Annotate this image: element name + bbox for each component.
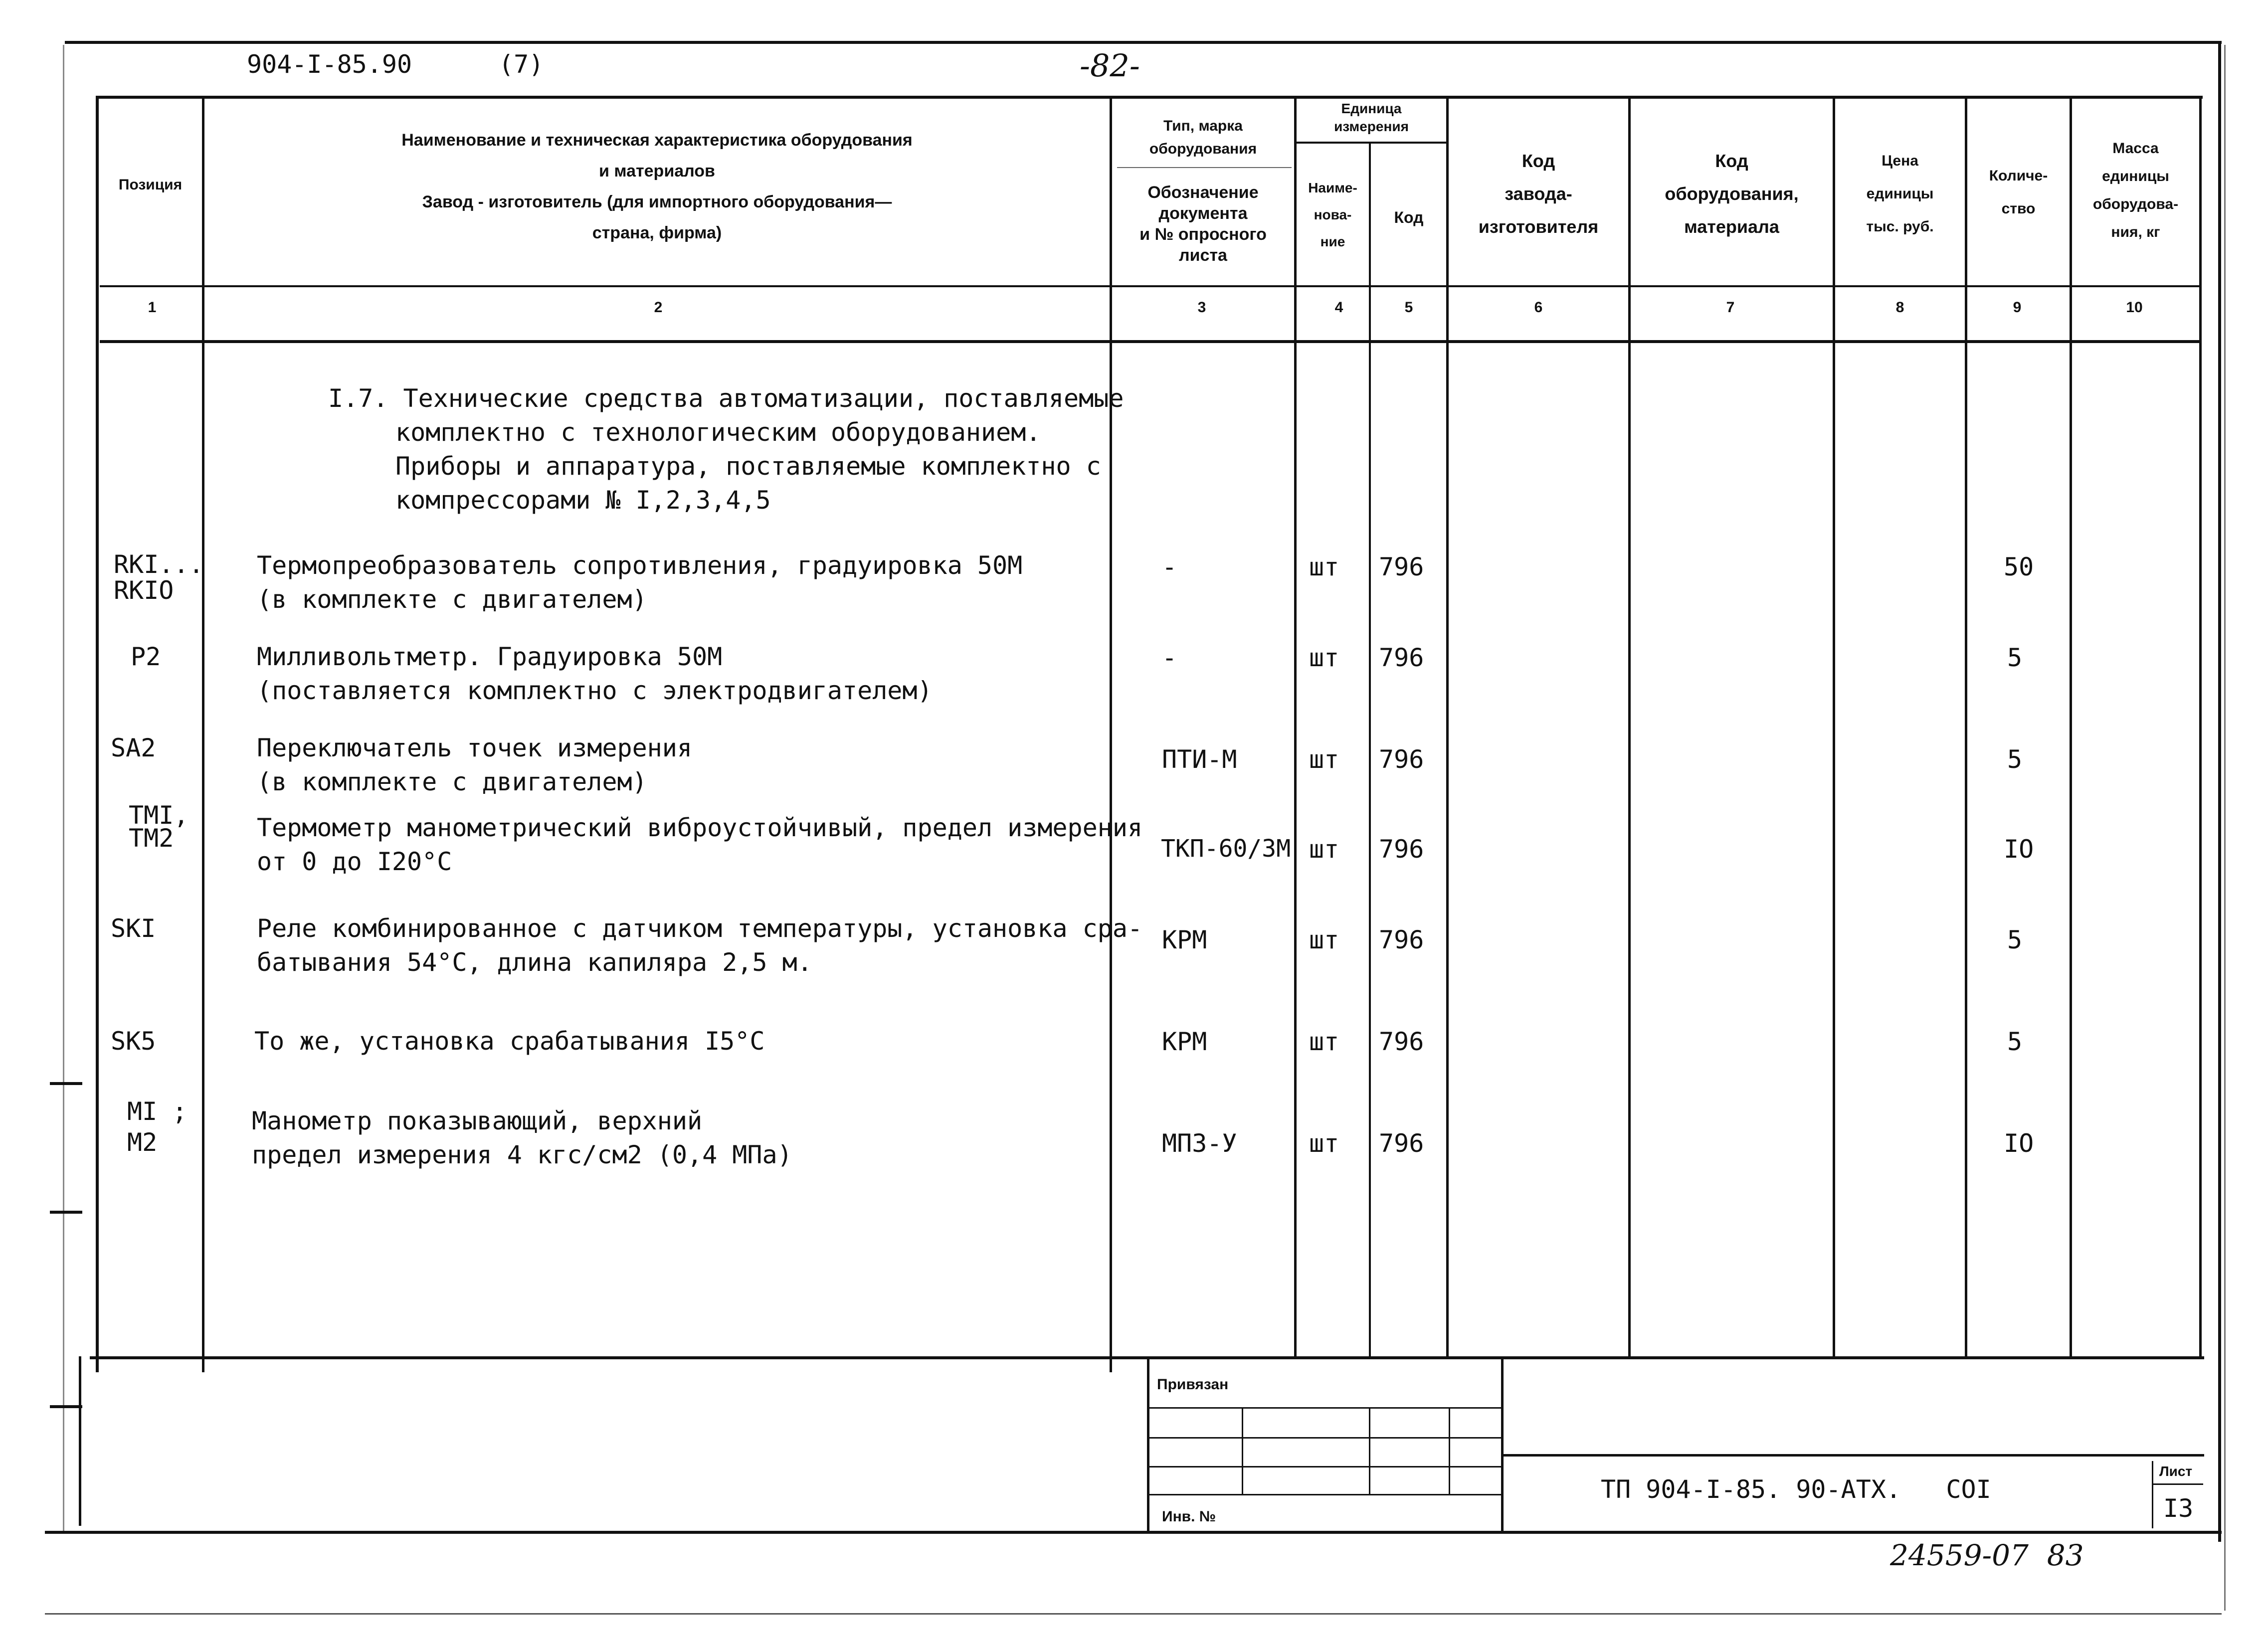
row-5-unit-code: 796: [1379, 925, 1424, 954]
row-3-unit: шт: [1309, 745, 1339, 774]
stamp-grid-col-2: [1369, 1407, 1370, 1494]
column-number-6: 6: [1534, 299, 1543, 316]
section-line-1: I.7. Технические средства автоматизации, поставляемые: [328, 384, 1124, 413]
section-line-3: Приборы и аппаратура, поставляемые комплектно с: [395, 452, 1101, 481]
header-factory-code: [1449, 145, 1628, 243]
header-name-line-3: Завод - изготовитель (для импортного оборудования—: [422, 192, 892, 211]
page-number: -82-: [1080, 47, 1140, 84]
colnum-bottom-line: [100, 340, 2202, 343]
row-3-name-line-1: Переключатель точек измерения: [257, 733, 692, 762]
section-line-4: компрессорами № I,2,3,4,5: [395, 486, 771, 515]
row-3-quantity: 5: [2007, 745, 2023, 774]
header-doc-line-2: документа: [1158, 204, 1248, 223]
header-price-line-3: тыс. руб.: [1866, 218, 1934, 235]
header-factory-code-line-3: изготовителя: [1478, 216, 1599, 237]
table-row-3-name: [257, 731, 692, 799]
table-row-7-name: [252, 1104, 792, 1172]
row-5-quantity: 5: [2007, 925, 2023, 954]
table-row-6-position: [111, 1024, 156, 1058]
row-4-name-line-1: Термометр манометрический виброустойчивый, предел измерения: [257, 813, 1143, 842]
document-number: 904-I-85.90: [247, 50, 412, 79]
table-top-line: [96, 96, 2203, 99]
header-doc-line-4: листа: [1179, 246, 1227, 265]
header-name: [204, 125, 1110, 248]
row-1-name-line-1: Термопреобразователь сопротивления, градуировка 50М: [257, 551, 1023, 580]
col-divider-4: [1369, 142, 1371, 1357]
header-equipment-code: [1631, 145, 1833, 243]
row-5-type: КРМ: [1162, 925, 1207, 954]
section-line-2: комплектно с технологическим оборудованием.: [395, 418, 1041, 447]
row-4-position-line-1: TMI,: [129, 801, 189, 830]
column-number-2: 2: [654, 299, 663, 316]
row-3-type: ПТИ-М: [1162, 745, 1237, 774]
row-7-unit-code: 796: [1379, 1129, 1424, 1158]
sheet-box-split: [2153, 1483, 2203, 1485]
row-1-type: -: [1162, 552, 1177, 581]
row-4-name-line-2: от 0 до I20°C: [257, 847, 452, 876]
header-name-line-1: Наименование и техническая характеристика оборудования: [401, 131, 913, 150]
header-type-line-1: Тип, марка: [1163, 118, 1243, 134]
table-row-7-position: [127, 1096, 187, 1158]
section-heading: [328, 381, 1124, 517]
header-type: [1112, 115, 1294, 161]
row-7-unit: шт: [1309, 1129, 1339, 1158]
header-mass: [2072, 135, 2199, 246]
frame-right-line: [2218, 41, 2221, 1542]
column-number-7: 7: [1726, 299, 1735, 316]
row-2-unit: шт: [1309, 643, 1339, 672]
trim-line: [45, 1613, 2222, 1615]
row-7-type: МПЗ-У: [1162, 1129, 1237, 1158]
header-doc-line-1: Обозначение: [1147, 183, 1259, 202]
header-doc-line-3: и № опросного: [1139, 225, 1267, 244]
column-number-3: 3: [1197, 299, 1206, 316]
row-1-name-line-2: (в комплекте с двигателем): [257, 585, 647, 614]
row-6-position-line-1: SK5: [111, 1027, 156, 1056]
row-2-quantity: 5: [2007, 643, 2023, 672]
row-1-unit: шт: [1309, 552, 1339, 581]
row-5-unit: шт: [1309, 925, 1339, 954]
frame-left-dashed: [63, 45, 64, 1531]
row-3-unit-code: 796: [1379, 745, 1424, 774]
table-row-2-name: [257, 640, 933, 708]
sheet-box-line: [2152, 1461, 2153, 1528]
type-split-line: [1117, 167, 1292, 168]
header-price-line-2: единицы: [1866, 185, 1934, 202]
row-1-position-line-2: RKIO: [114, 576, 174, 605]
header-unit-line-2: измерения: [1334, 119, 1409, 134]
header-doc: [1112, 182, 1294, 266]
stamp-block-right: [1501, 1359, 1504, 1531]
header-position: Позиция: [118, 177, 183, 193]
row-4-unit: шт: [1309, 835, 1339, 864]
column-number-5: 5: [1404, 299, 1413, 316]
column-number-9: 9: [2013, 299, 2022, 316]
header-price-line-1: Цена: [1882, 153, 1918, 169]
sheet-bottom-line: [45, 1531, 2222, 1534]
stamp-block-left: [1147, 1359, 1149, 1531]
row-4-unit-code: 796: [1379, 835, 1424, 864]
row-6-name-line-1: То же, установка срабатывания I5°C: [254, 1027, 765, 1056]
row-5-name-line-2: батывания 54°C, длина капиляра 2,5 м.: [257, 948, 812, 977]
table-row-1-name: [257, 549, 1022, 616]
header-mass-line-2: единицы: [2102, 168, 2169, 184]
stamp-left-line: [79, 1356, 81, 1526]
header-unit-name-line-2: нова-: [1314, 207, 1352, 222]
table-row-6-name: [254, 1024, 765, 1058]
row-6-unit-code: 796: [1379, 1027, 1424, 1056]
column-number-1: 1: [148, 299, 157, 316]
copy-mark: (7): [499, 50, 544, 79]
header-equipment-code-line-3: материала: [1684, 216, 1779, 237]
row-1-position-line-1: RKI...: [114, 550, 204, 579]
row-4-quantity: IO: [2004, 835, 2034, 864]
header-unit-name-line-1: Наиме-: [1308, 180, 1357, 195]
header-mass-line-1: Масса: [2112, 140, 2159, 157]
column-number-10: 10: [2126, 299, 2143, 316]
stamp-title-line: [1504, 1454, 2204, 1457]
frame-right-outer: [2224, 45, 2226, 1611]
frame-top-line: [65, 41, 2222, 44]
header-quantity: [1967, 160, 2070, 225]
col-divider-2: [1110, 96, 1112, 1372]
stamp-grid-col-3: [1449, 1407, 1450, 1494]
row-7-name-line-2: предел измерения 4 кгс/см2 (0,4 МПа): [252, 1140, 792, 1169]
header-unit-code: Код: [1394, 208, 1424, 226]
header-bottom-line: [100, 285, 2202, 287]
stamp-grid-col-1: [1242, 1407, 1243, 1494]
row-7-position-line-2: M2: [127, 1128, 158, 1157]
unit-group-line: [1297, 142, 1446, 144]
table-row-2-position: [131, 640, 161, 674]
column-number-4: 4: [1334, 299, 1343, 316]
table-left-line: [96, 96, 99, 1372]
row-4-position-line-2: TM2: [129, 824, 174, 853]
row-7-quantity: IO: [2004, 1129, 2034, 1158]
row-2-type: -: [1162, 643, 1177, 672]
row-3-position-line-1: SA2: [111, 733, 156, 762]
header-unit-name-line-3: ние: [1320, 234, 1345, 249]
header-unit-name: [1297, 175, 1369, 255]
row-2-unit-code: 796: [1379, 643, 1424, 672]
header-factory-code-line-1: Код: [1521, 151, 1555, 171]
sheet-number: I3: [2163, 1494, 2194, 1523]
row-6-type: КРМ: [1162, 1027, 1207, 1056]
header-type-line-2: оборудования: [1149, 141, 1257, 157]
header-unit-group: [1297, 100, 1446, 136]
header-unit-line-1: Единица: [1341, 101, 1402, 116]
column-number-8: 8: [1895, 299, 1904, 316]
archive-number: 24559-07 83: [1890, 1538, 2084, 1572]
margin-tick-2: [50, 1211, 82, 1214]
table-row-4-position: [129, 801, 189, 853]
header-price: [1835, 145, 1965, 243]
header-mass-line-4: ния, кг: [2111, 224, 2160, 240]
row-2-position-line-1: P2: [131, 642, 161, 671]
row-7-position-line-1: MI ;: [127, 1097, 188, 1126]
header-name-line-2: и материалов: [599, 162, 715, 181]
row-5-position-line-1: SKI: [111, 914, 156, 943]
table-row-1-position: [114, 551, 204, 603]
bound-label: Привязан: [1157, 1376, 1229, 1393]
header-quantity-line-1: Количе-: [1989, 168, 2048, 184]
sheet-label: Лист: [2159, 1464, 2193, 1479]
header-name-line-4: страна, фирма): [592, 223, 722, 242]
header-quantity-line-2: ство: [2001, 200, 2036, 217]
row-2-name-line-2: (поставляется комплектно с электродвигателем): [257, 676, 933, 705]
row-5-name-line-1: Реле комбинированное с датчиком температуры, установка сра-: [257, 914, 1143, 943]
col-divider-1: [202, 96, 204, 1372]
row-4-type: ТКП-60/3М: [1161, 835, 1291, 863]
header-mass-line-3: оборудова-: [2092, 196, 2179, 212]
row-6-quantity: 5: [2007, 1027, 2023, 1056]
inventory-number-label: Инв. №: [1162, 1508, 1216, 1525]
row-7-name-line-1: Манометр показывающий, верхний: [252, 1106, 703, 1135]
header-equipment-code-line-2: оборудования,: [1665, 183, 1799, 204]
table-row-5-name: [257, 912, 1142, 979]
table-row-3-position: [111, 731, 156, 765]
table-row-5-position: [111, 912, 156, 945]
row-6-unit: шт: [1309, 1027, 1339, 1056]
header-factory-code-line-2: завода-: [1505, 183, 1572, 204]
margin-tick-3: [50, 1405, 82, 1408]
row-3-name-line-2: (в комплекте с двигателем): [257, 767, 647, 796]
document-designation: ТП 904-I-85. 90-АТХ. COI: [1601, 1475, 1991, 1504]
table-row-4-name: [257, 811, 1142, 879]
row-1-quantity: 50: [2004, 552, 2034, 581]
header-equipment-code-line-1: Код: [1715, 151, 1748, 171]
row-2-name-line-1: Милливольтметр. Градуировка 50М: [257, 642, 723, 671]
margin-tick-1: [50, 1082, 82, 1085]
row-1-unit-code: 796: [1379, 552, 1424, 581]
